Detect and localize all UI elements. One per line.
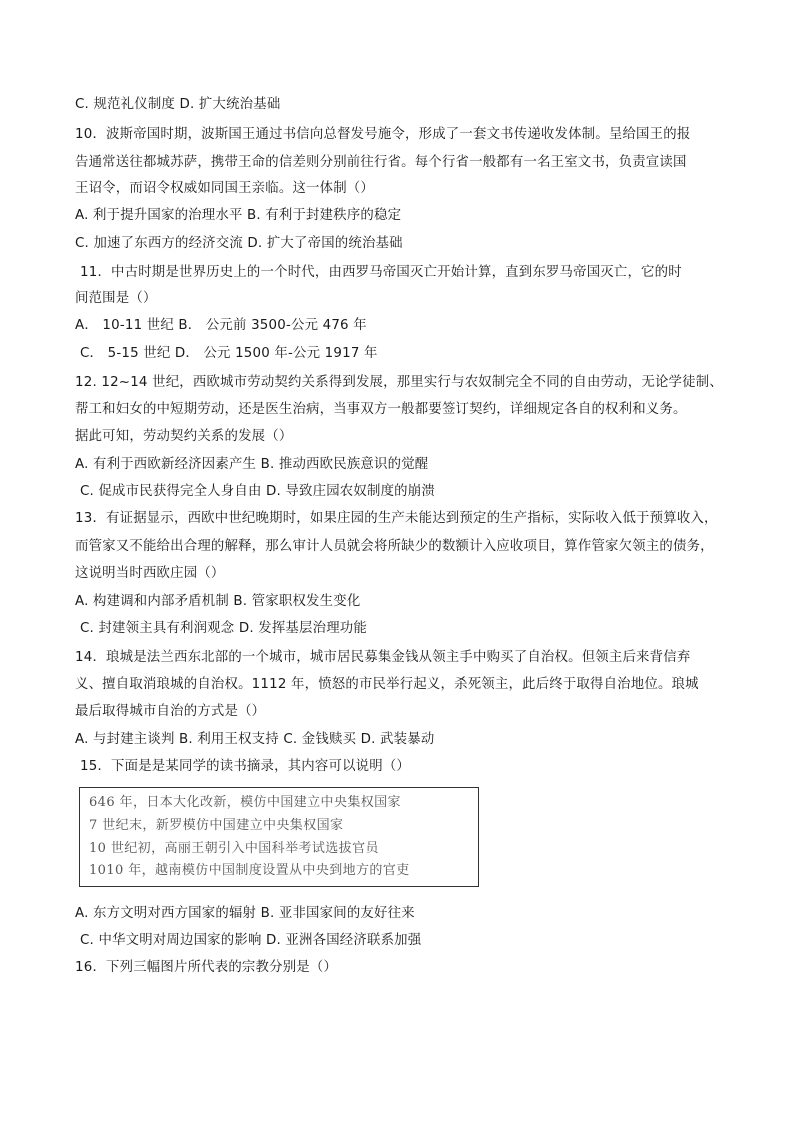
q10-stem-line3: 王诏令，而诏令权威如同国王亲临。这一体制（） <box>75 181 374 196</box>
q12-options-cd: C. 促成市民获得完全人身自由 D. 导致庄园农奴制度的崩溃 <box>80 484 435 499</box>
q13-stem-line2: 而管家又不能给出合理的解释，那么审计人员就会将所缺少的数额计入应收项目，算作管家欠领主的债务， <box>75 539 714 554</box>
q12-stem-line2: 帮工和妇女的中短期劳动，还是医生治病，当事双方一般都要签订契约，详细规定各自的权利和义务。 <box>75 402 687 417</box>
q11-stem-line2: 间范围是（） <box>75 291 157 306</box>
q13-options-ab: A. 构建调和内部矛盾机制 B. 管家职权发生变化 <box>75 594 361 609</box>
q15-stem: 15．下面是是某同学的读书摘录，其内容可以说明（） <box>80 759 411 774</box>
q12-options-ab: A. 有利于西欧新经济因素产生 B. 推动西欧民族意识的觉醒 <box>75 457 429 472</box>
q15-options-ab: A. 东方文明对西方国家的辐射 B. 亚非国家间的友好往来 <box>75 906 415 921</box>
q13-stem-line1: 13．有证据显示，西欧中世纪晚期时，如果庄园的生产未能达到预定的生产指标，实际收入低于预算收入， <box>75 511 718 526</box>
excerpt-line: 7 世纪末，新罗模仿中国建立中央集权国家 <box>89 818 344 833</box>
q12-stem-line3: 据此可知，劳动契约关系的发展（） <box>75 429 293 444</box>
q14-stem-line2: 义、擅自取消琅城的自治权。1112 年，愤怒的市民举行起义，杀死领主，此后终于取得自治地位。琅城 <box>75 677 699 692</box>
excerpt-line: 10 世纪初，高丽王朝引入中国科举考试选拔官员 <box>89 841 379 856</box>
q9-options-cd: C. 规范礼仪制度 D. 扩大统治基础 <box>75 97 281 112</box>
q14-stem-line3: 最后取得城市自治的方式是（） <box>75 704 266 719</box>
q13-options-cd: C. 封建领主具有利润观念 D. 发挥基层治理功能 <box>80 621 367 636</box>
q12-stem-line1: 12. 12~14 世纪，西欧城市劳动契约关系得到发展，那里实行与农奴制完全不同的自由劳动，无论学徒制、 <box>75 375 723 390</box>
q11-options-cd: C． 5-15 世纪 D． 公元 1500 年-公元 1917 年 <box>80 346 378 361</box>
reading-excerpt-box <box>79 787 479 887</box>
q10-options-ab: A. 利于提升国家的治理水平 B. 有利于封建秩序的稳定 <box>75 208 402 223</box>
q11-stem-line1: 11．中古时期是世界历史上的一个时代，由西罗马帝国灭亡开始计算，直到东罗马帝国灭亡，它的时 <box>80 265 682 280</box>
excerpt-line: 646 年，日本大化改新，模仿中国建立中央集权国家 <box>89 795 401 810</box>
q13-stem-line3: 这说明当时西欧庄园（） <box>75 566 225 581</box>
q15-options-cd: C. 中华文明对周边国家的影响 D. 亚洲各国经济联系加强 <box>80 933 422 948</box>
q10-stem-line1: 10．波斯帝国时期，波斯国王通过书信向总督发号施令，形成了一套文书传递收发体制。呈给国王的报 <box>75 127 691 142</box>
q11-options-ab: A． 10-11 世纪 B． 公元前 3500-公元 476 年 <box>75 318 367 333</box>
q14-options: A. 与封建主谈判 B. 利用王权支持 C. 金钱赎买 D. 武装暴动 <box>75 732 435 747</box>
q16-stem: 16．下列三幅图片所代表的宗教分别是（） <box>75 960 338 975</box>
excerpt-line: 1010 年，越南模仿中国制度设置从中央到地方的官吏 <box>89 863 410 878</box>
q10-stem-line2: 告通常送往都城苏萨，携带王命的信差则分别前往行省。每个行省一般都有一名王室文书，负责宣读国 <box>75 155 687 170</box>
q14-stem-line1: 14．琅城是法兰西东北部的一个城市，城市居民募集金钱从领主手中购买了自治权。但领主后来背信弃 <box>75 650 691 665</box>
q10-options-cd: C. 加速了东西方的经济交流 D. 扩大了帝国的统治基础 <box>75 236 403 251</box>
